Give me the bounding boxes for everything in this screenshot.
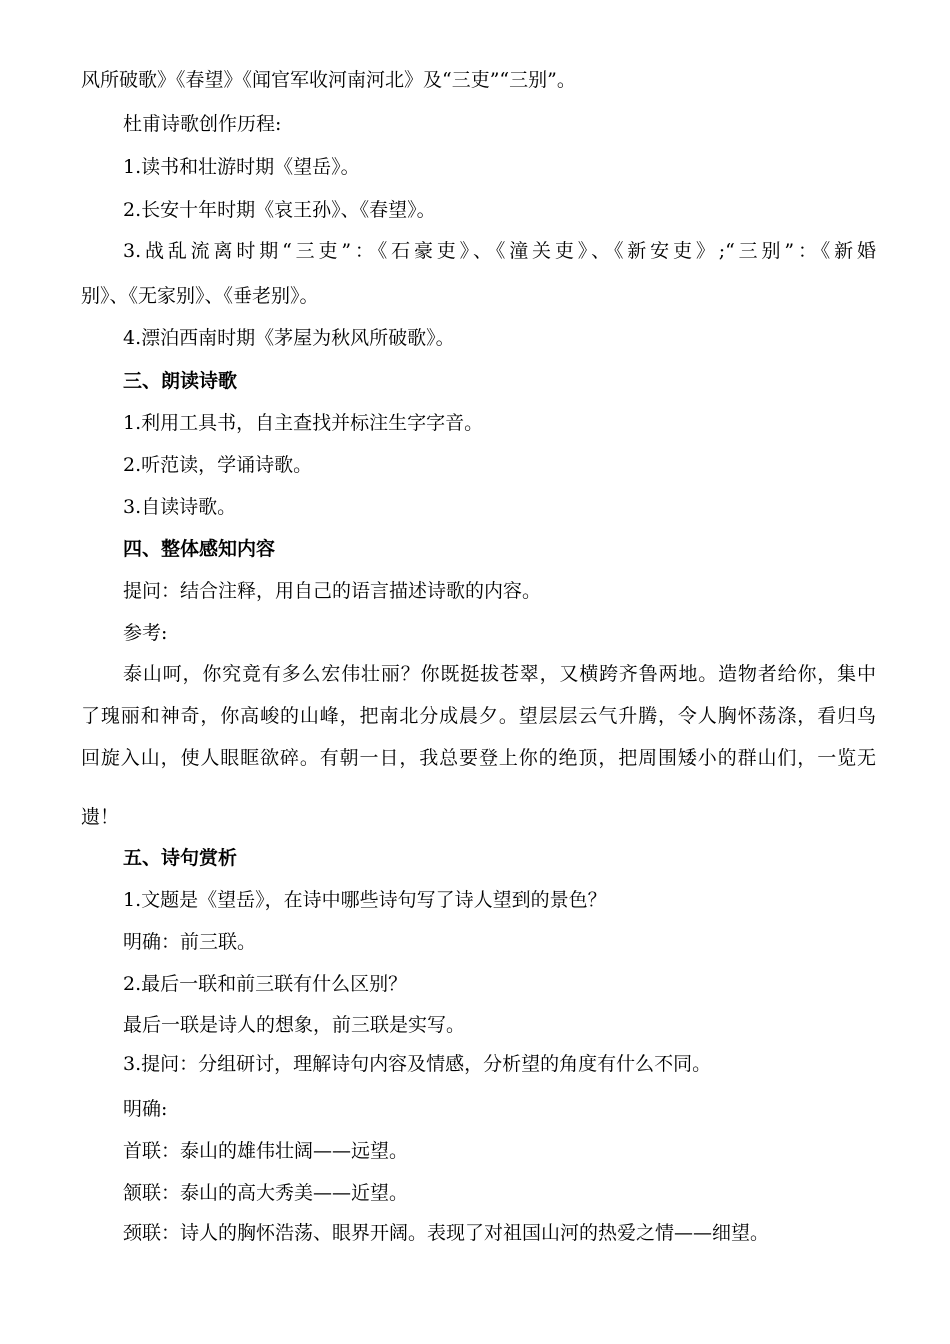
list-item: 1.读书和壮游时期《望岳》。	[123, 156, 360, 178]
list-item: 3.战乱流离时期“三吏”：《石豪吏》、《潼关吏》、《新安吏》;“三别”：《新婚	[123, 240, 876, 262]
list-item-continuation: 别》、《无家别》、《垂老别》。	[81, 285, 319, 307]
text-line: 颈联：诗人的胸怀浩荡、眼界开阔。表现了对祖国山河的热爱之情——细望。	[123, 1222, 770, 1244]
section-heading: 五、诗句赏析	[123, 847, 238, 869]
text-line: 颔联：泰山的高大秀美——近望。	[123, 1182, 409, 1204]
text-line: 明确：前三联。	[123, 931, 257, 953]
list-item: 2.长安十年时期《哀王孙》、《春望》。	[123, 199, 436, 221]
text-line: 参考:	[123, 622, 168, 644]
paragraph-line: 泰山呵，你究竟有多么宏伟壮丽？你既挺拔苍翠，又横跨齐鲁两地。造物者给你，集中	[123, 663, 876, 685]
paragraph-line: 了瑰丽和神奇，你高峻的山峰，把南北分成晨夕。望层层云气升腾，令人胸怀荡涤，看归鸟	[81, 705, 876, 727]
section-heading: 四、整体感知内容	[123, 538, 276, 560]
text-line: 风所破歌》《春望》《闻官军收河南河北》及“三吏”“三别”。	[81, 69, 576, 91]
text-line: 最后一联是诗人的想象，前三联是实写。	[123, 1014, 466, 1036]
list-item: 3.提问：分组研讨，理解诗句内容及情感，分析望的角度有什么不同。	[123, 1053, 712, 1075]
list-item: 4.漂泊西南时期《茅屋为秋风所破歌》。	[123, 327, 455, 349]
paragraph-line: 回旋入山，使人眼眶欲碎。有朝一日，我总要登上你的绝顶，把周围矮小的群山们，一览无	[81, 747, 876, 769]
section-heading: 三、朗读诗歌	[123, 370, 238, 392]
list-item: 1.文题是《望岳》，在诗中哪些诗句写了诗人望到的景色？	[123, 889, 607, 911]
text-line: 明确:	[123, 1098, 168, 1120]
text-line: 首联：泰山的雄伟壮阔——远望。	[123, 1140, 409, 1162]
list-item: 3.自读诗歌。	[123, 496, 237, 518]
text-line: 提问：结合注释，用自己的语言描述诗歌的内容。	[123, 580, 542, 602]
list-item: 2.听范读，学诵诗歌。	[123, 454, 313, 476]
paragraph-line: 遗！	[81, 806, 120, 828]
list-item: 1.利用工具书，自主查找并标注生字字音。	[123, 412, 484, 434]
text-line: 杜甫诗歌创作历程:	[123, 113, 282, 135]
list-item: 2.最后一联和前三联有什么区别？	[123, 973, 408, 995]
